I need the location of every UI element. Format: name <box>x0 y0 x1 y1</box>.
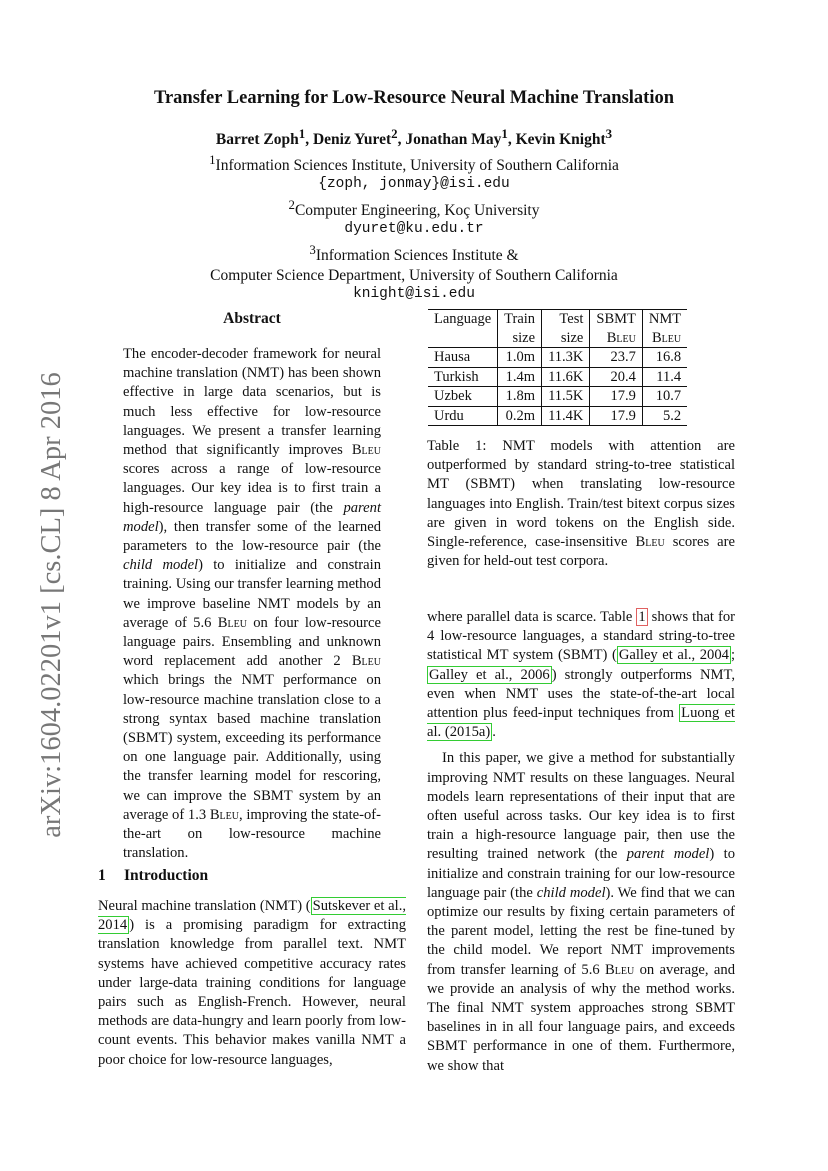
arxiv-identifier: arXiv:1604.02201v1 [cs.CL] 8 Apr 2016 <box>36 372 67 838</box>
author-sup: 2 <box>391 126 398 141</box>
paragraph: In this paper, we give a method for substantially improving NMT results on these languages. Neural models learn representations of their input that are often useful across tasks. Our key idea is to first train a high-resource language pair, then use the resulting trained network (the parent model) to initialize and constrain training for our low-resource language pair (the child model). We find that we can optimize our results by fixing certain parameters of the parent model, letting the rest be fine-tuned by the child model. We report NMT improvements from transfer learning of 5.6 Bleu on average, and we provide an analysis of why the method works. The final NMT system approaches strong SBMT baselines in in all four language pairs, and exceeds SBMT performance in one of them. Furthermore, we show that <box>427 750 736 1074</box>
header-cell: size <box>542 329 590 348</box>
header-cell: Bleu <box>590 329 643 348</box>
author-name: Deniz Yuret <box>312 131 392 149</box>
table-header-row <box>428 329 687 348</box>
citation-link[interactable]: Galley et al., 2004 <box>618 647 729 664</box>
introduction-body: Neural machine translation (NMT) ( Sutskever et al., 2014 ) is a promising paradigm for extracting translation knowledge from parallel text. NMT systems have achieved competitive accuracy rates under large-data training conditions for language pairs such as English-French. However, neural methods are data-hungry and learn poorly from low-count events. This behavior makes vanilla NMT a poor choice for low-resource languages, <box>98 898 406 1068</box>
results-table <box>428 309 687 426</box>
author-name: Jonathan May <box>405 131 502 149</box>
affiliation-3: $^3$Information Sciences Institute & <box>309 241 519 265</box>
header-cell: size <box>498 329 542 348</box>
paper-title: Transfer Learning for Low-Resource Neural Machine Translation <box>153 88 675 108</box>
table-row: Urdu 0.2m 11.4K 17.9 5.2 <box>428 406 687 426</box>
table-row: Hausa 1.0m 11.3K 23.7 16.8 <box>428 348 687 368</box>
header-cell: Bleu <box>642 329 687 348</box>
table-caption: Table 1: NMT models with attention are outperformed by standard string-to-tree statistical MT (SBMT) when translating low-resource languages into English. Train/test bitext corpus sizes are given in word tokens on the English side. Single-reference, case-insensitive Bleu scores are given for held-out test corpora. <box>427 438 735 570</box>
email-2: dyuret@ku.edu.tr <box>344 221 484 238</box>
table-row: Turkish 1.4m 11.6K 20.4 11.4 <box>428 367 687 387</box>
affiliation-2: $^2$Computer Engineering, Koç University <box>288 196 540 219</box>
table-reference-link[interactable]: 1 <box>638 609 646 625</box>
right-column-body <box>427 608 735 1076</box>
author-sup: 3 <box>605 126 613 141</box>
citation-link[interactable]: Galley et al., 2006 <box>429 666 550 683</box>
header-cell: Test <box>542 310 590 329</box>
affiliation-3-line-2: Computer Science Department, University of Southern California <box>210 266 618 284</box>
affiliation-1: $^1$Information Sciences Institute, University of Southern California <box>209 151 619 174</box>
citation-link[interactable]: Luong et al. (2015a) <box>427 705 735 741</box>
header-cell: SBMT <box>590 310 643 329</box>
author-block <box>0 124 828 305</box>
header-cell <box>428 329 498 348</box>
table-row: Uzbek 1.8m 11.5K 17.9 10.7 <box>428 387 687 407</box>
abstract-body: The encoder-decoder framework for neural machine translation (NMT) has been shown effective in large data scenarios, but is much less effective for low-resource languages. We present a transfer learning method that significantly improves Bleu scores across a range of low-resource languages. Our key idea is to first train a high-resource language pair (the parent model), then transfer some of the learned parameters to the low-resource pair (the child model) to initialize and constrain training. Using our transfer learning method we improve baseline NMT models by an average of 5.6 Bleu on four low-resource language pairs. Ensembling and unknown word replacement add another 2 Bleu which brings the NMT performance on low-resource machine translation close to a strong syntax based machine translation (SBMT) system, exceeding its performance on one language pair. Additionally, using the transfer learning model for rescoring, we can improve the SBMT system by an average of 1.3 Bleu, improving the state-of-the-art on low-resource machine translation. <box>123 346 381 862</box>
author-name: Kevin Knight <box>515 131 606 149</box>
section-heading-introduction: 1 Introduction <box>98 867 209 884</box>
email-3: knight@isi.edu <box>353 286 475 303</box>
paragraph: where parallel data is scarce. Table 1 shows that for 4 low-resource languages, a standard string-to-tree statistical MT system (SBMT) ( Galley et al., 2004 ; Galley et al., 2006 ) strongly outperforms NMT, even when NMT uses the state-of-the-art local attention plus feed-input techniques from Luong et al. (2015a) . <box>427 609 735 741</box>
citation-link[interactable]: Sutskever et al., 2014 <box>98 898 406 934</box>
author-names: Barret Zoph$^1$, Deniz Yuret$^2$, Jonathan May$^1$, Kevin Knight$^3$ <box>215 126 613 149</box>
author-sup: 1 <box>501 126 508 141</box>
header-cell: NMT <box>642 310 687 329</box>
email-1: {zoph, jonmay}@isi.edu <box>318 176 510 193</box>
author-name: Barret Zoph <box>215 131 299 149</box>
author-sup: 1 <box>298 126 306 141</box>
table-header-row <box>428 310 687 329</box>
header-cell: Train <box>498 310 542 329</box>
abstract-heading: Abstract <box>223 310 281 327</box>
header-cell: Language <box>428 310 498 329</box>
